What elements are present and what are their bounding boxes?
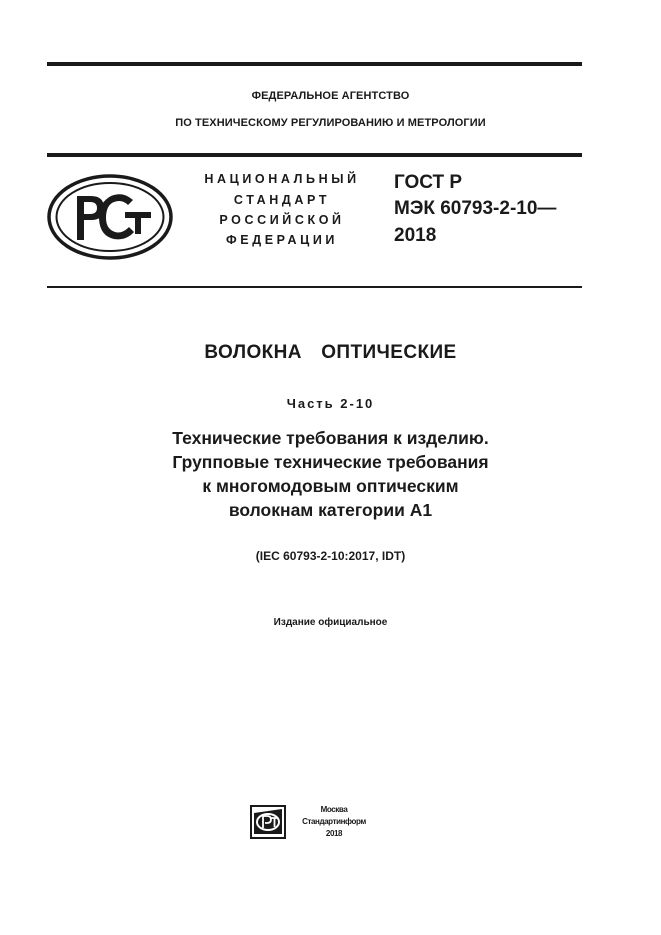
- document-title: ВОЛОКНА ОПТИЧЕСКИЕ: [204, 342, 457, 363]
- description-line: Групповые технические требования: [172, 452, 489, 472]
- edition-note: Издание официальное: [273, 617, 388, 628]
- agency-line-2: ПО ТЕХНИЧЕСКОМУ РЕГУЛИРОВАНИЮ И МЕТРОЛОГИИ: [175, 117, 486, 129]
- international-reference: (IEC 60793-2-10:2017, IDT): [255, 549, 406, 563]
- document-part: Часть 2-10: [286, 396, 375, 411]
- description-line: к многомодовым оптическим: [202, 476, 459, 496]
- top-rule: [47, 62, 582, 66]
- publisher-city: Москва: [320, 805, 348, 814]
- national-standard-line-3: РОССИЙСКОЙ: [219, 213, 345, 227]
- publisher-year: 2018: [325, 829, 343, 838]
- designation-line-3: 2018: [394, 225, 437, 246]
- document-description: [0, 426, 661, 522]
- agency-line-1: ФЕДЕРАЛЬНОЕ АГЕНТСТВО: [251, 90, 410, 102]
- description-line: волокнам категории А1: [228, 500, 433, 520]
- designation-line-1: ГОСТ Р: [394, 172, 463, 193]
- national-standard-line-4: ФЕДЕРАЦИИ: [225, 233, 338, 247]
- national-standard-line-1: НАЦИОНАЛЬНЫЙ: [204, 172, 360, 186]
- national-standard-line-2: СТАНДАРТ: [233, 193, 331, 207]
- publisher-name: Стандартинформ: [302, 817, 366, 826]
- designation-rule: [47, 286, 582, 288]
- rst-logo-icon: [47, 174, 173, 260]
- designation-line-2: МЭК 60793-2-10—: [394, 198, 557, 219]
- description-line: Технические требования к изделию.: [172, 428, 489, 448]
- header-rule: [47, 153, 582, 157]
- standartinform-logo-icon: [250, 805, 286, 839]
